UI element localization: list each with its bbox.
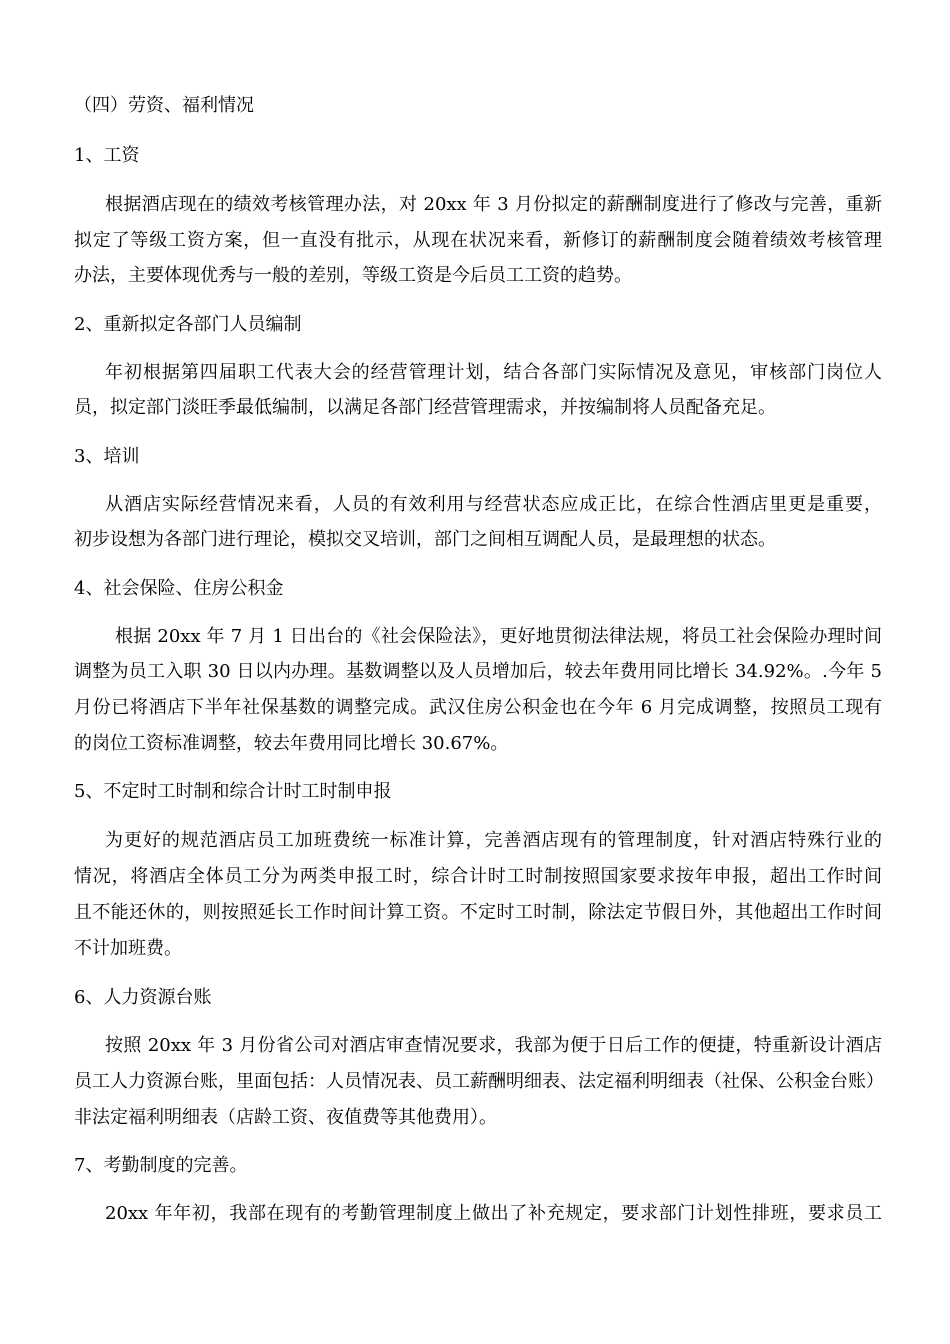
paragraph-line: 根据酒店现在的绩效考核管理办法，对 20xx 年 3 月份拟定的薪酬制度进行了修改与完善，重新 bbox=[105, 194, 882, 215]
paragraph-line: 按照 20xx 年 3 月份省公司对酒店审查情况要求，我部为便于日后工作的便捷，特重新设计酒店 bbox=[105, 1035, 882, 1056]
heading-working-hours: 5、不定时工时制和综合计时工时制申报 bbox=[74, 781, 392, 802]
paragraph-line: 月份已将酒店下半年社保基数的调整完成。武汉住房公积金也在今年 6 月完成调整，按照员工现有 bbox=[74, 697, 882, 718]
paragraph-line: 非法定福利明细表（店龄工资、夜值费等其他费用）。 bbox=[74, 1107, 497, 1128]
paragraph-line: 年初根据第四届职工代表大会的经营管理计划，结合各部门实际情况及意见，审核部门岗位人 bbox=[105, 362, 882, 383]
paragraph-line: 20xx 年年初，我部在现有的考勤管理制度上做出了补充规定，要求部门计划性排班，要求员工 bbox=[105, 1203, 882, 1224]
heading-training: 3、培训 bbox=[74, 446, 140, 467]
paragraph-line: 拟定了等级工资方案，但一直没有批示，从现在状况来看，新修订的薪酬制度会随着绩效考核管理 bbox=[74, 230, 882, 251]
heading-attendance: 7、考勤制度的完善。 bbox=[74, 1155, 248, 1176]
paragraph-line: 的岗位工资标准调整，较去年费用同比增长 30.67%。 bbox=[74, 733, 509, 754]
heading-salary: 1、工资 bbox=[74, 145, 140, 166]
paragraph-line: 根据 20xx 年 7 月 1 日出台的《社会保险法》，更好地贯彻法律法规，将员工社会保险办理时间 bbox=[115, 626, 882, 647]
paragraph-line: 调整为员工入职 30 日以内办理。基数调整以及人员增加后，较去年费用同比增长 34.92%。.今年 5 bbox=[74, 661, 882, 682]
paragraph-line: 且不能还休的，则按照延长工作时间计算工资。不定时工时制，除法定节假日外，其他超出工作时间 bbox=[74, 902, 882, 923]
paragraph-line: 为更好的规范酒店员工加班费统一标准计算，完善酒店现有的管理制度，针对酒店特殊行业的 bbox=[105, 830, 882, 851]
paragraph-line: 员，拟定部门淡旺季最低编制，以满足各部门经营管理需求，并按编制将人员配备充足。 bbox=[74, 397, 776, 418]
paragraph-line: 办法，主要体现优秀与一般的差别，等级工资是今后员工工资的趋势。 bbox=[74, 265, 632, 286]
heading-social-insurance: 4、社会保险、住房公积金 bbox=[74, 578, 284, 599]
paragraph-line: 不计加班费。 bbox=[74, 938, 182, 959]
paragraph-line: 从酒店实际经营情况来看，人员的有效利用与经营状态应成正比，在综合性酒店里更是重要， bbox=[105, 494, 882, 515]
heading-staffing: 2、重新拟定各部门人员编制 bbox=[74, 314, 302, 335]
paragraph-line: 情况，将酒店全体员工分为两类申报工时，综合计时工时制按照国家要求按年申报，超出工作时间 bbox=[74, 866, 882, 887]
paragraph-line: 员工人力资源台账，里面包括：人员情况表、员工薪酬明细表、法定福利明细表（社保、公积金台账） bbox=[74, 1071, 884, 1092]
heading-hr-ledger: 6、人力资源台账 bbox=[74, 987, 212, 1008]
paragraph-line: 初步设想为各部门进行理论，模拟交叉培训，部门之间相互调配人员，是最理想的状态。 bbox=[74, 529, 776, 550]
section-title: （四）劳资、福利情况 bbox=[74, 95, 254, 116]
